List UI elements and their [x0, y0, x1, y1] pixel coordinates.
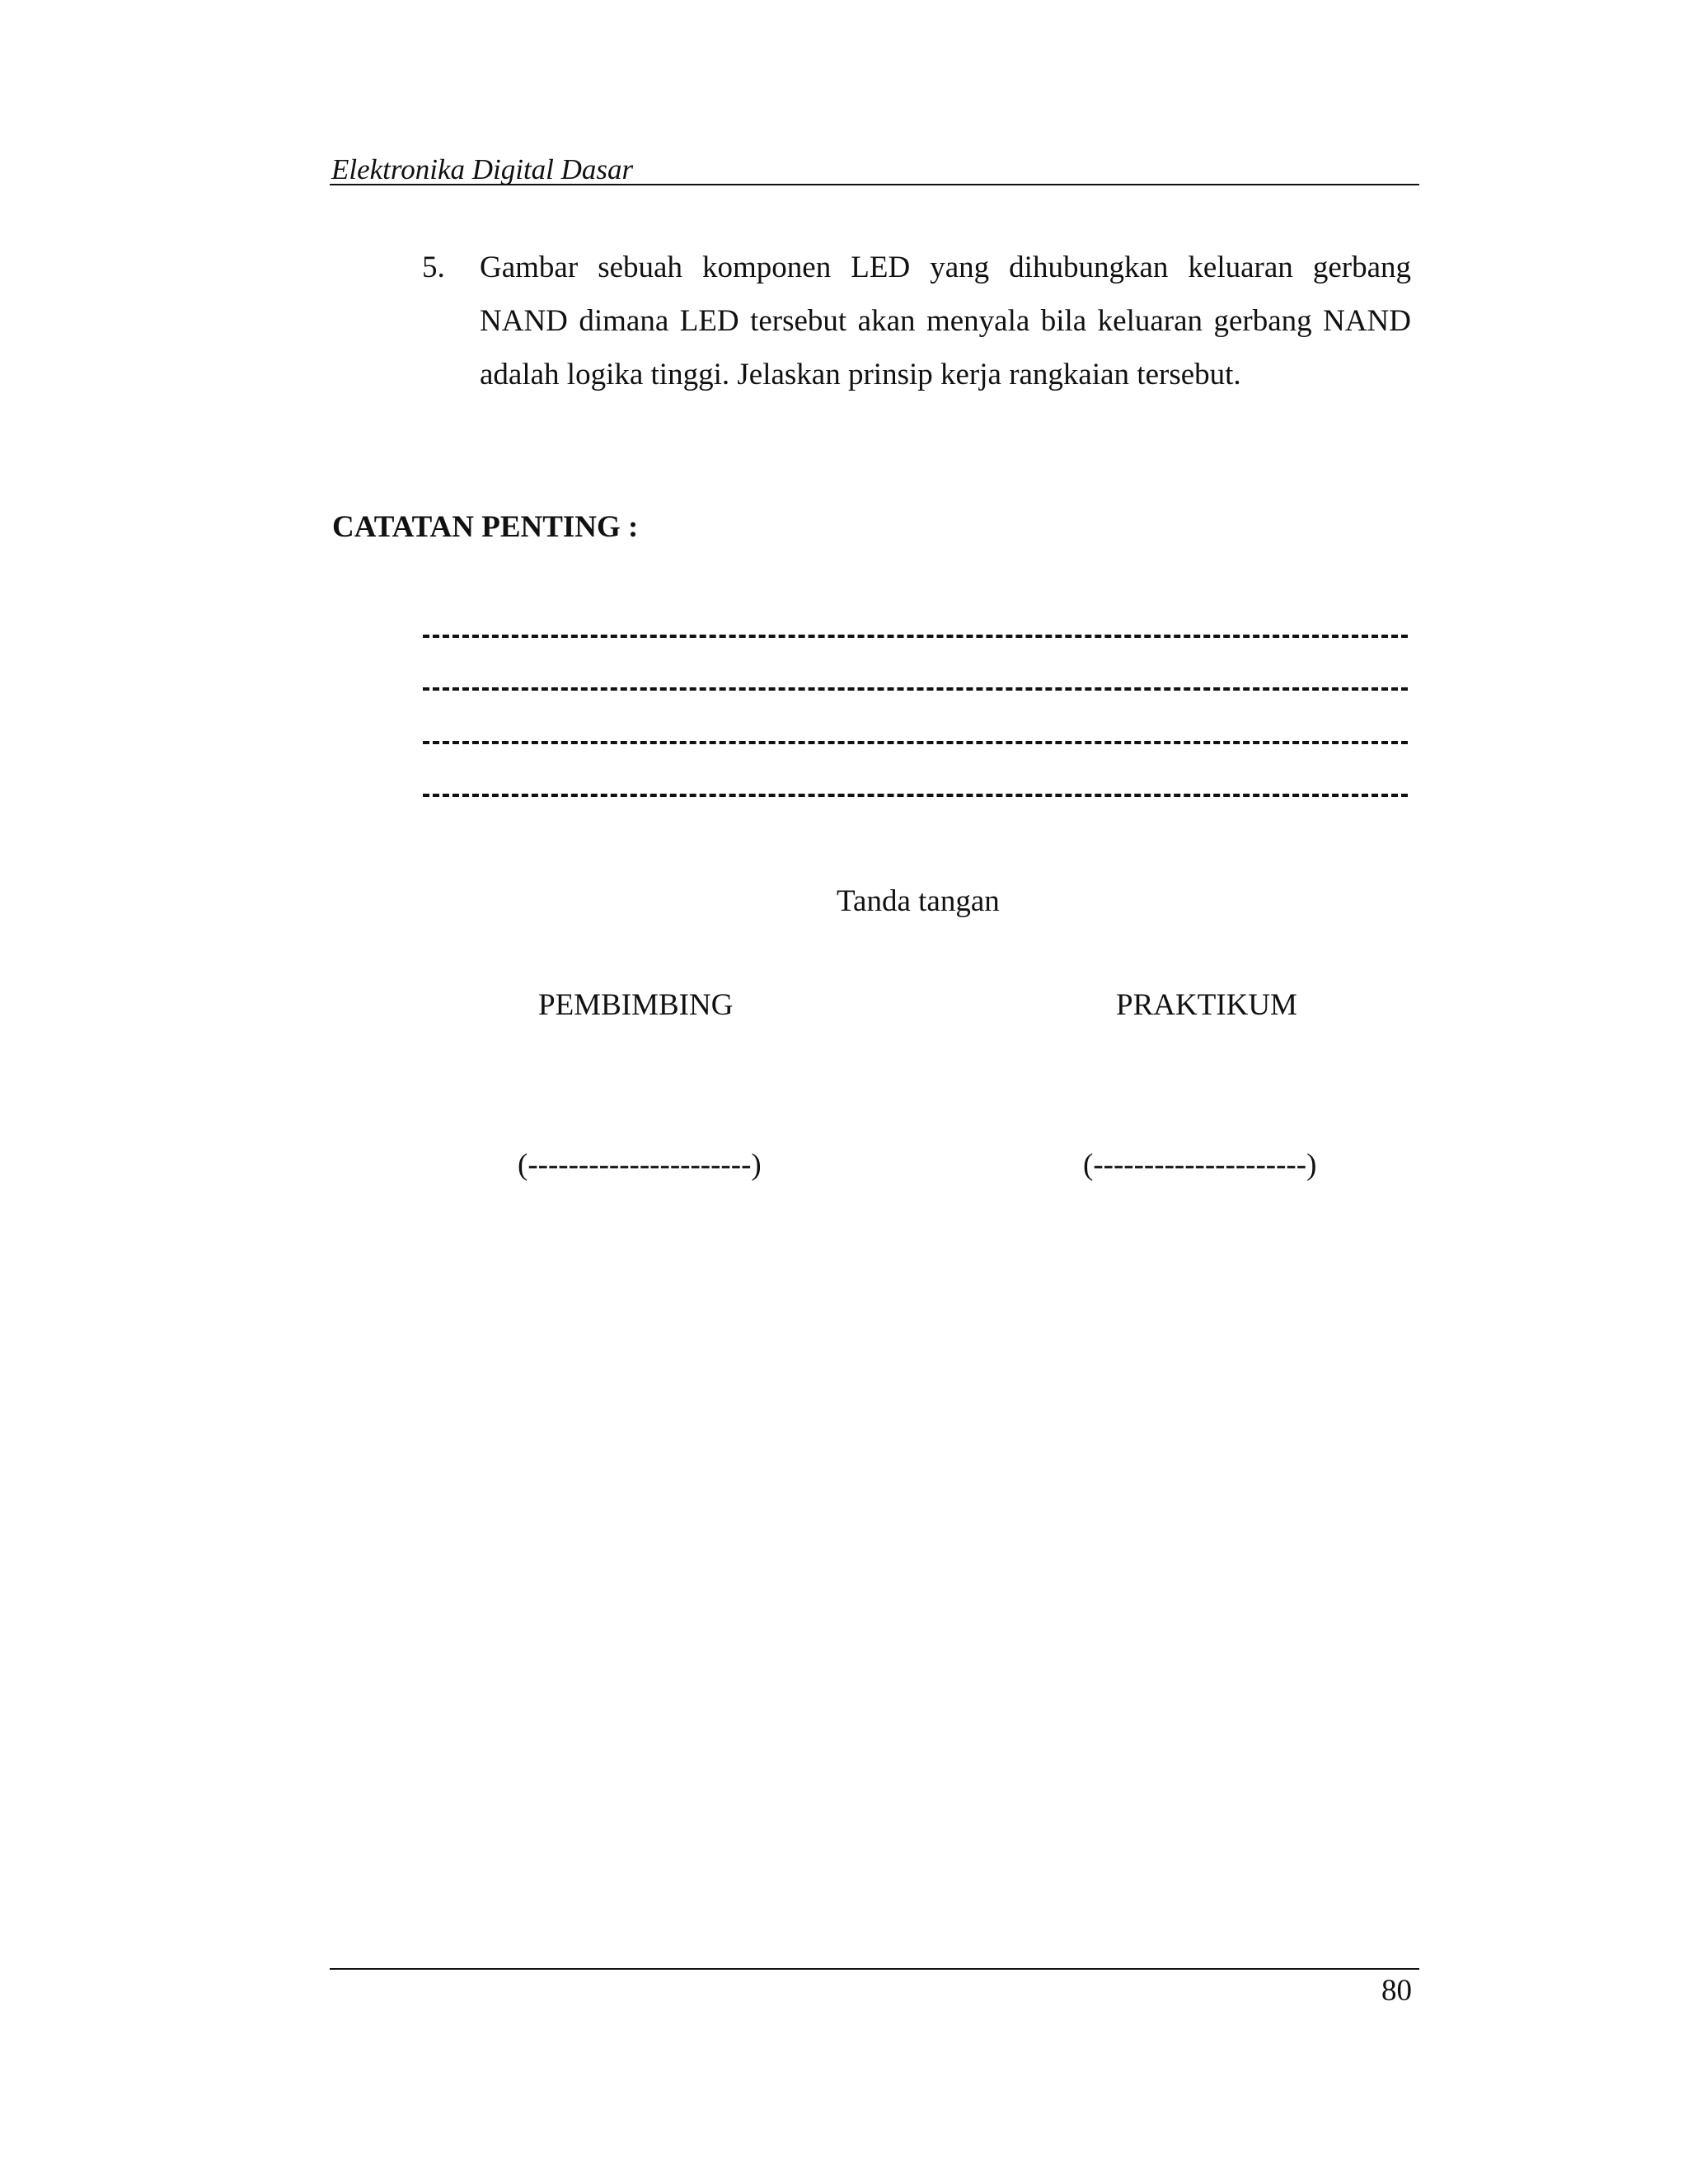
question-number: 5. [422, 251, 445, 284]
note-line-4 [423, 794, 1408, 797]
practicum-signature-line: (---------------------) [1083, 1148, 1317, 1182]
notes-heading: CATATAN PENTING : [332, 510, 639, 544]
running-header-title: Elektronika Digital Dasar [331, 153, 634, 185]
supervisor-signature-line: (----------------------) [518, 1148, 762, 1182]
question-text: Gambar sebuah komponen LED yang dihubungkan keluaran gerbang NAND dimana LED tersebut akan menyala bila keluaran gerbang NAND adalah logika tinggi. Jelaskan prinsip kerja rangkaian tersebut. [480, 251, 1411, 391]
note-line-3 [423, 741, 1408, 744]
footer-rule [330, 1968, 1419, 1970]
supervisor-label: PEMBIMBING [538, 988, 734, 1022]
signature-title: Tanda tangan [837, 884, 1000, 918]
practicum-label: PRAKTIKUM [1116, 988, 1297, 1022]
page-number: 80 [1381, 1974, 1412, 2008]
question-item [422, 241, 1411, 401]
note-line-2 [423, 687, 1408, 691]
header-rule [330, 184, 1419, 185]
note-line-1 [423, 635, 1408, 638]
